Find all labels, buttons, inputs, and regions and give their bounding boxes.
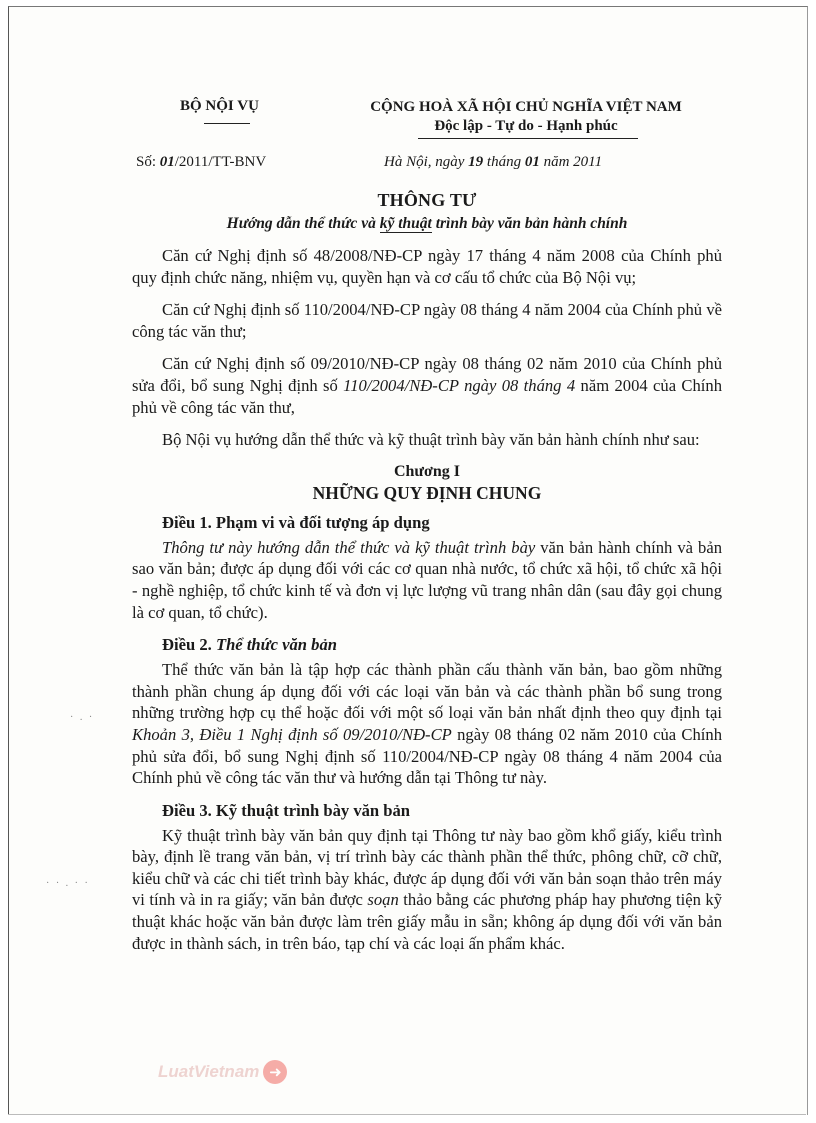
preamble-italic: 110/2004/NĐ-CP ngày 08 tháng 4 bbox=[343, 375, 576, 395]
article-3-text bbox=[132, 825, 722, 955]
number-handwritten: 01 bbox=[159, 154, 175, 170]
article-3-italic: soạn bbox=[367, 890, 399, 910]
national-motto: Độc lập - Tự do - Hạnh phúc bbox=[434, 118, 618, 134]
article-2-text bbox=[132, 659, 722, 789]
article-2-number: Điều 2. bbox=[162, 635, 216, 655]
article-2-text-b: ngày 08 tháng 02 năm 2010 của Chính phủ sửa đổi, bổ sung Nghị định số 110/2004/NĐ-CP ngày 08 tháng 4 năm 2004 của Chính phủ về công tác văn thư và hướng dẫn tại Thông tư này. bbox=[132, 724, 722, 788]
subject-part-2: trình bày văn bản hành chính bbox=[431, 215, 628, 232]
preamble-paragraph: Căn cứ Nghị định số 48/2008/NĐ-CP ngày 17 tháng 4 năm 2008 của Chính phủ quy định chức năng, nhiệm vụ, quyền hạn và cơ cấu tổ chức của Bộ Nội vụ; bbox=[132, 246, 722, 287]
article-2-heading bbox=[132, 634, 722, 656]
document-body bbox=[132, 94, 722, 965]
intro-paragraph: Bộ Nội vụ hướng dẫn thể thức và kỹ thuật trình bày văn bản hành chính như sau: bbox=[162, 430, 700, 450]
document-type: THÔNG TƯ bbox=[377, 190, 477, 210]
issuing-agency: BỘ NỘI VỤ bbox=[180, 98, 259, 114]
article-3-text-a: Kỹ thuật trình bày văn bản quy định tại Thông tư này bao gồm khổ giấy, kiểu trình bày, định lề trang văn bản, vị trí trình bày các thành phần thể thức, phông chữ, cỡ chữ, kiểu chữ và các chi tiết trình bày khác, được áp dụng đối với văn bản soạn thảo trên máy vi tính và in ra giấy; văn bản được bbox=[132, 825, 722, 910]
date-month-word: tháng bbox=[486, 154, 522, 170]
article-2-title: Thể thức văn bản bbox=[215, 635, 337, 655]
number-prefix: Số: bbox=[136, 154, 157, 170]
date-month: 01 bbox=[524, 154, 540, 170]
place-and-date bbox=[384, 154, 602, 171]
date-year: năm 2011 bbox=[543, 154, 603, 170]
motto-underline bbox=[418, 138, 638, 139]
watermark-logo bbox=[158, 1060, 287, 1084]
scan-speckle-mark: · . · bbox=[70, 712, 95, 723]
arrow-right-icon: ➜ bbox=[263, 1060, 287, 1084]
document-header bbox=[132, 94, 722, 144]
watermark-text: LuatVietnam bbox=[158, 1062, 260, 1081]
number-suffix: /2011/TT-BNV bbox=[174, 154, 267, 170]
issuer-underline bbox=[204, 123, 250, 124]
document-number bbox=[136, 154, 266, 171]
article-1-rest: văn bản hành chính và bản sao văn bản; được áp dụng đối với các cơ quan nhà nước, tổ chức xã hội, tổ chức xã hội - nghề nghiệp, tổ chức kinh tế và đơn vị lực lượng vũ trang nhân dân (sau đây gọi chung là cơ quan, tổ chức). bbox=[132, 537, 722, 622]
article-1-text bbox=[132, 537, 722, 623]
subject-part-1: Hướng dẫn thể thức và bbox=[226, 215, 380, 232]
article-2-text-a: Thể thức văn bản là tập hợp các thành phần cấu thành văn bản, bao gồm những thành phần chung áp dụng đối với các loại văn bản và các thành phần bổ sung trong những trường hợp cụ thể hoặc đối với một số loại văn bản nhất định theo quy định tại bbox=[132, 660, 722, 723]
chapter-label: Chương I bbox=[393, 462, 461, 480]
article-3-text-b: thảo bằng các phương pháp hay phương tiện kỹ thuật khác hoặc văn bản được làm trên giấy mẫu in sẵn; không áp dụng đối với văn bản được in thành sách, in trên báo, tạp chí và các loại ấn phẩm khác. bbox=[132, 890, 723, 953]
national-title: CỘNG HOÀ XÃ HỘI CHỦ NGHĨA VIỆT NAM bbox=[370, 99, 682, 115]
document-subject bbox=[132, 215, 722, 233]
article-2-italic: Khoản 3, Điều 1 Nghị định số 09/2010/NĐ-CP bbox=[132, 724, 452, 744]
chapter-title: NHỮNG QUY ĐỊNH CHUNG bbox=[312, 482, 542, 503]
preamble-text: năm 2004 của Chính phủ về công tác văn thư, bbox=[132, 375, 722, 417]
number-date-row bbox=[132, 152, 722, 186]
article-3-heading: Điều 3. Kỹ thuật trình bày văn bản bbox=[162, 800, 411, 820]
article-1-italic: Thông tư này hướng dẫn thể thức và kỹ thuật trình bày bbox=[162, 537, 536, 557]
article-1-heading: Điều 1. Phạm vi và đối tượng áp dụng bbox=[162, 512, 430, 532]
preamble-paragraph bbox=[132, 353, 722, 418]
preamble-text: Căn cứ Nghị định số 09/2010/NĐ-CP ngày 08 tháng 02 năm 2010 của Chính phủ sửa đổi, bổ sung Nghị định số bbox=[132, 354, 722, 395]
date-day: 19 bbox=[468, 154, 484, 170]
scan-speckle-mark: · · . · · bbox=[46, 878, 90, 889]
date-place: Hà Nội, ngày bbox=[384, 154, 465, 170]
preamble-paragraph: Căn cứ Nghị định số 110/2004/NĐ-CP ngày 08 tháng 4 năm 2004 của Chính phủ về công tác văn thư; bbox=[132, 300, 722, 341]
national-title-block bbox=[356, 98, 696, 136]
subject-underlined: kỹ thuật bbox=[379, 215, 432, 232]
page-bottom-edge bbox=[8, 1114, 806, 1115]
